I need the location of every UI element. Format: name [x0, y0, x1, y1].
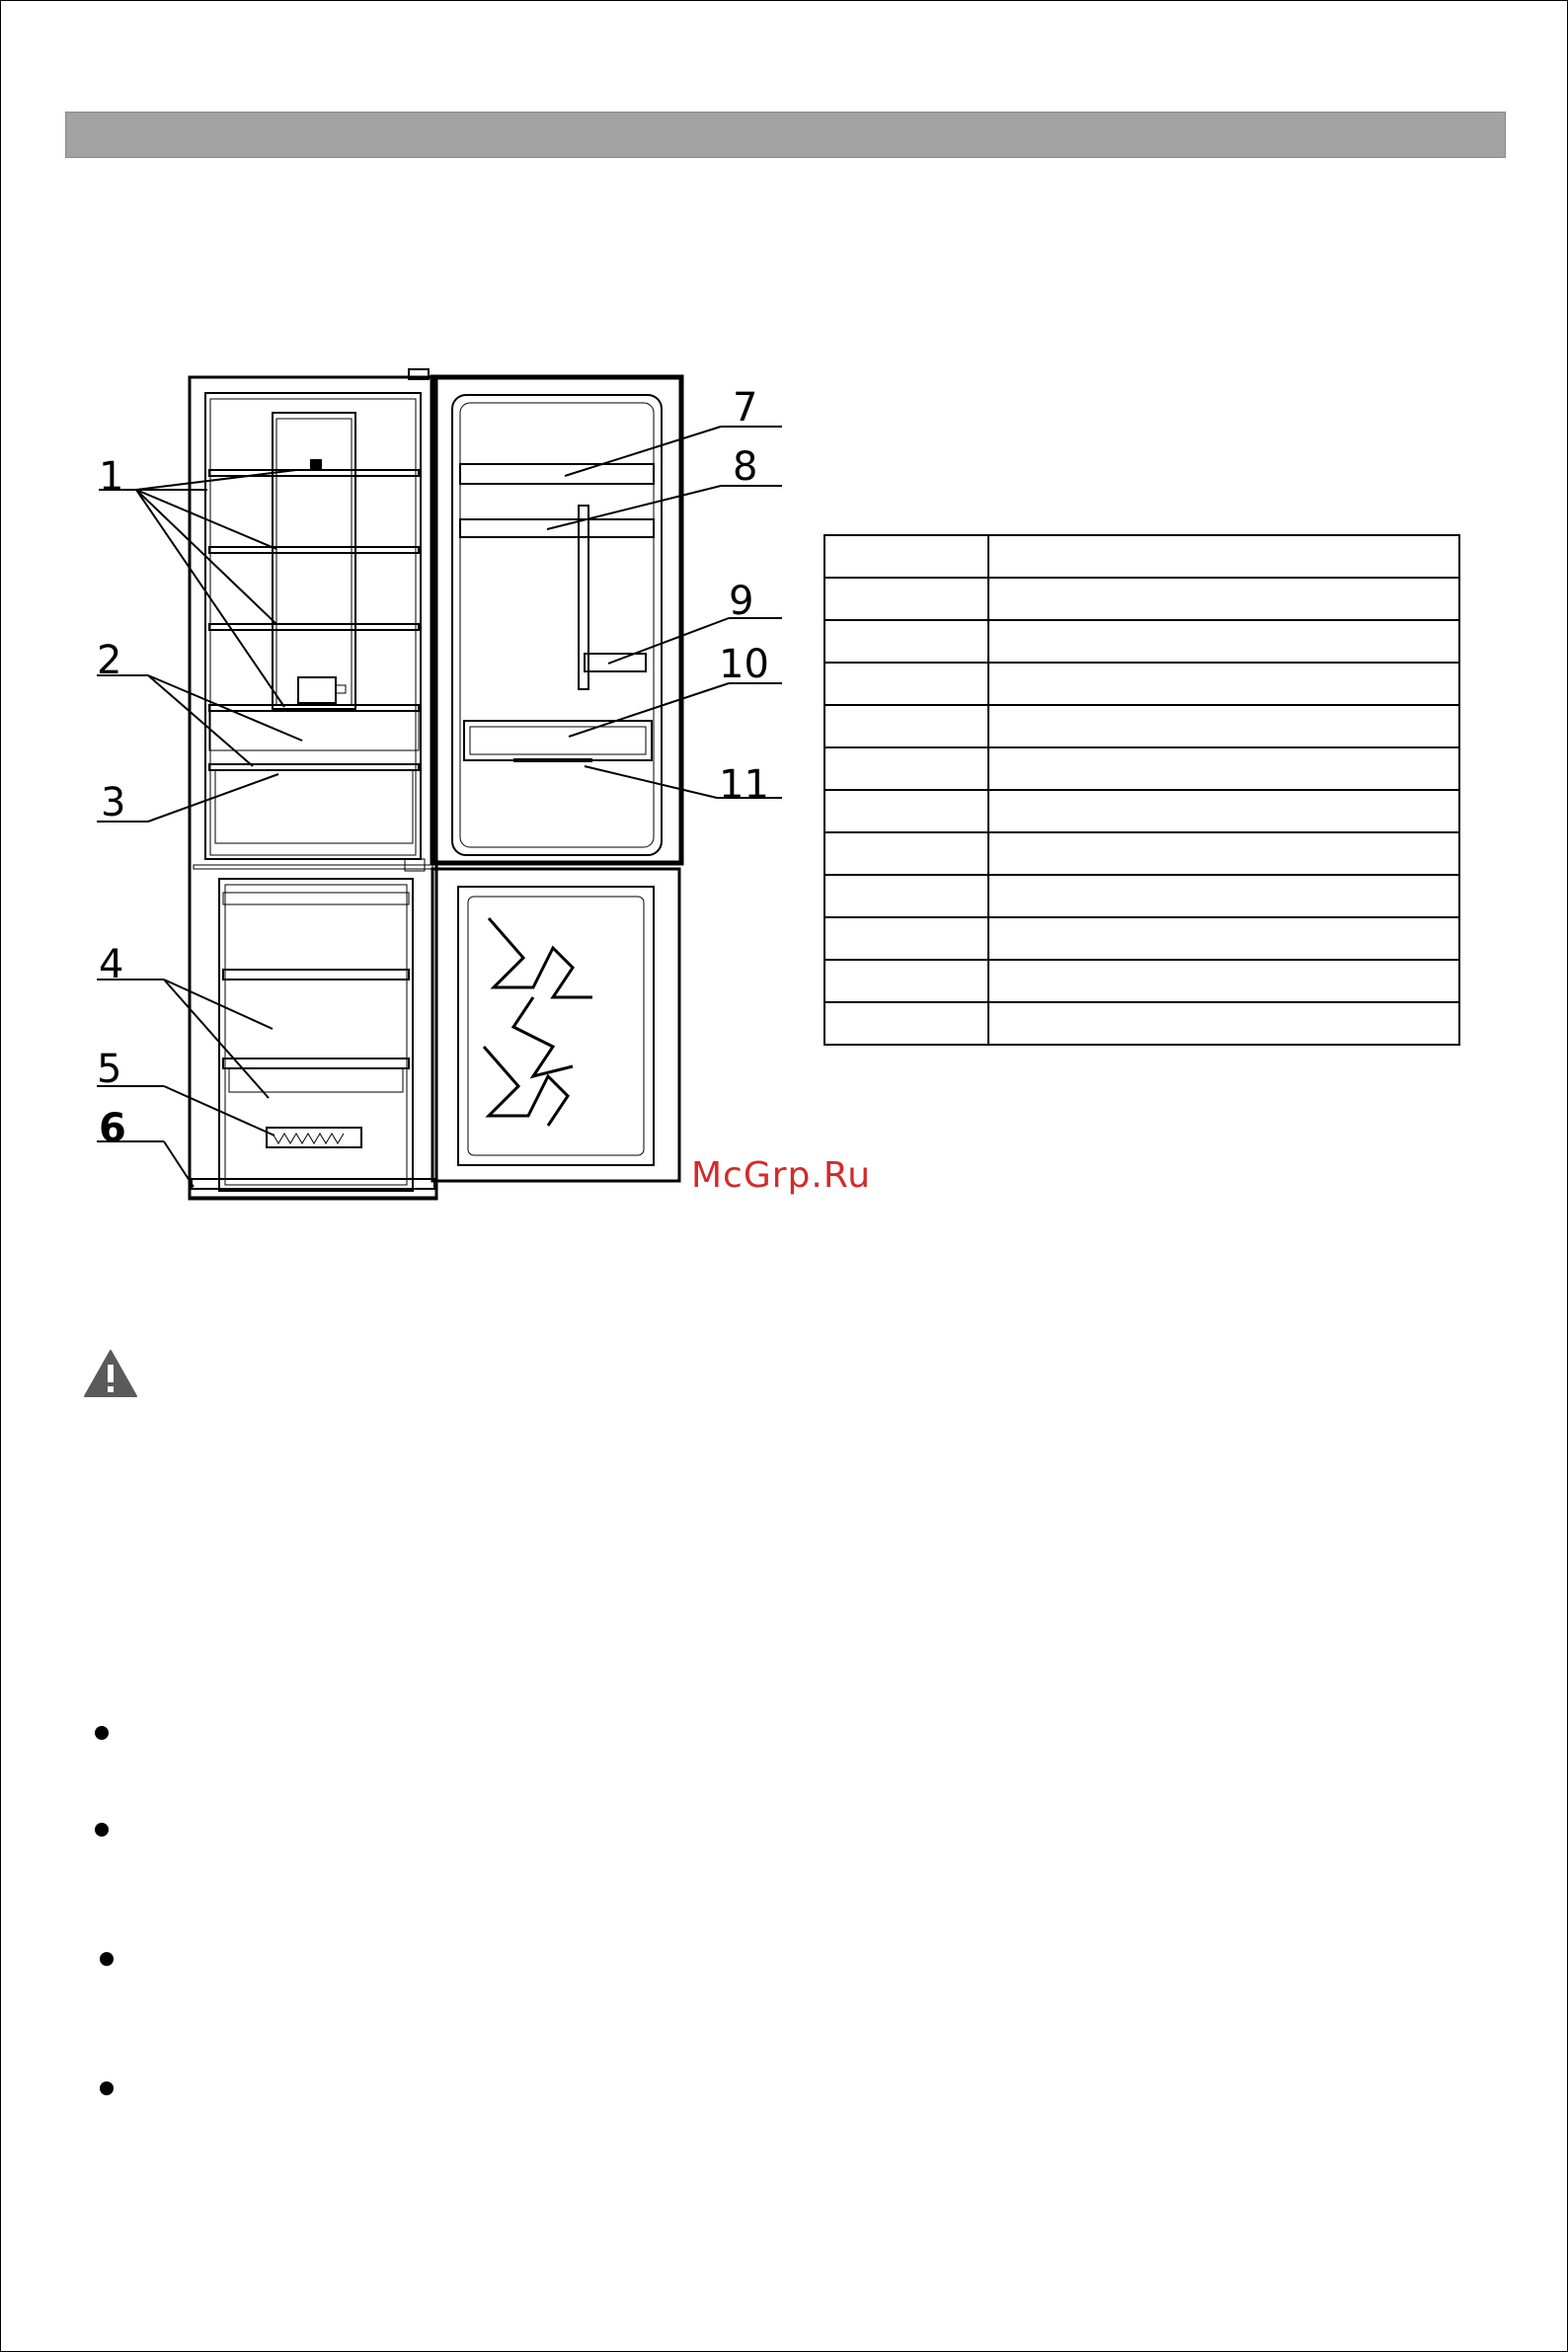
bullet-3 [100, 1952, 114, 1966]
freezer-door [432, 869, 679, 1181]
table-row [824, 535, 1459, 578]
fridge-cabinet [190, 369, 436, 1199]
callout-6: 6 [99, 1106, 126, 1151]
callout-1: 1 [99, 454, 124, 500]
bullet-1 [95, 1726, 109, 1740]
callout-9: 9 [729, 579, 754, 624]
table-row [824, 747, 1459, 790]
table-row [824, 663, 1459, 705]
table-row [824, 917, 1459, 960]
callout-11: 11 [719, 762, 769, 808]
table-row [824, 960, 1459, 1002]
snowflake-icon [484, 918, 592, 1126]
table-row [824, 875, 1459, 917]
watermark: McGrp.Ru [691, 1155, 872, 1196]
table-row [824, 578, 1459, 620]
bullet-4 [100, 2081, 114, 2095]
callout-4: 4 [99, 942, 124, 987]
callout-3: 3 [101, 780, 126, 825]
callout-7: 7 [733, 385, 758, 431]
callout-5: 5 [97, 1047, 122, 1092]
bullet-2 [95, 1823, 109, 1837]
callout-10: 10 [719, 642, 769, 687]
warning-triangle-icon [83, 1349, 138, 1398]
table-row [824, 620, 1459, 663]
table-row [824, 790, 1459, 832]
table-row [824, 832, 1459, 875]
parts-table [823, 534, 1460, 1046]
table-row [824, 705, 1459, 747]
callout-8: 8 [733, 444, 758, 490]
callout-2: 2 [97, 638, 122, 683]
table-row [824, 1002, 1459, 1045]
